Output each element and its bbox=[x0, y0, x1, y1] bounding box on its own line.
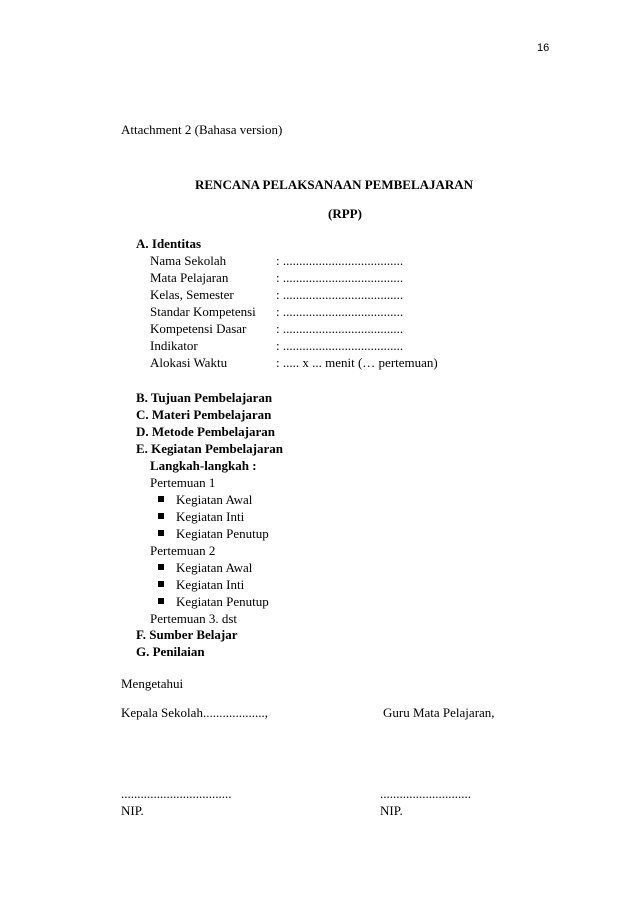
identity-value: : ..................................... bbox=[276, 321, 404, 336]
document-title: RENCANA PELAKSANAAN PEMBELAJARAN bbox=[195, 177, 474, 192]
identity-label: Indikator bbox=[150, 338, 198, 353]
identity-label: Nama Sekolah bbox=[150, 253, 227, 268]
identity-label: Kelas, Semester bbox=[150, 287, 234, 302]
list-item: Kegiatan Inti bbox=[158, 509, 244, 525]
teacher-nip: NIP. bbox=[380, 803, 403, 818]
list-item: Kegiatan Awal bbox=[158, 492, 252, 508]
bullet-square-icon bbox=[158, 598, 164, 604]
identity-value: : ..................................... bbox=[276, 338, 404, 353]
principal-signature-line: .................................. bbox=[121, 786, 232, 801]
bullet-square-icon bbox=[158, 496, 164, 502]
identity-value: : ..................................... bbox=[276, 253, 404, 268]
identity-label: Kompetensi Dasar bbox=[150, 321, 247, 336]
list-item: Kegiatan Inti bbox=[158, 577, 244, 593]
document-subtitle: (RPP) bbox=[328, 206, 362, 221]
page-number: 16 bbox=[537, 42, 550, 54]
attachment-label: Attachment 2 (Bahasa version) bbox=[121, 122, 283, 137]
identity-value: : ..................................... bbox=[276, 304, 404, 319]
teacher-title: Guru Mata Pelajaran, bbox=[383, 705, 495, 720]
steps-heading: Langkah-langkah : bbox=[150, 458, 257, 473]
list-item: Kegiatan Awal bbox=[158, 560, 252, 576]
section-c-heading: C. Materi Pembelajaran bbox=[136, 407, 272, 422]
meeting-3-label: Pertemuan 3. dst bbox=[150, 611, 238, 626]
meeting-1-label: Pertemuan 1 bbox=[150, 475, 216, 490]
identity-value: : ..................................... bbox=[276, 270, 404, 285]
section-f-heading: F. Sumber Belajar bbox=[136, 627, 238, 642]
bullet-square-icon bbox=[158, 530, 164, 536]
identity-value: : ..................................... bbox=[276, 287, 404, 302]
section-e-heading: E. Kegiatan Pembelajaran bbox=[136, 441, 283, 456]
list-item: Kegiatan Penutup bbox=[158, 594, 269, 610]
bullet-square-icon bbox=[158, 513, 164, 519]
section-a-heading: A. Identitas bbox=[136, 236, 202, 251]
identity-label: Mata Pelajaran bbox=[150, 270, 229, 285]
identity-label: Alokasi Waktu bbox=[150, 355, 228, 370]
acknowledged-label: Mengetahui bbox=[121, 676, 184, 691]
identity-label: Standar Kompetensi bbox=[150, 304, 256, 319]
section-b-heading: B. Tujuan Pembelajaran bbox=[136, 390, 273, 405]
principal-nip: NIP. bbox=[121, 803, 144, 818]
section-g-heading: G. Penilaian bbox=[136, 644, 205, 659]
list-item: Kegiatan Penutup bbox=[158, 526, 269, 542]
principal-title: Kepala Sekolah..................., bbox=[121, 705, 268, 720]
identity-value: : ..... x ... menit (… pertemuan) bbox=[276, 355, 438, 370]
section-d-heading: D. Metode Pembelajaran bbox=[136, 424, 275, 439]
bullet-square-icon bbox=[158, 581, 164, 587]
bullet-square-icon bbox=[158, 564, 164, 570]
meeting-2-label: Pertemuan 2 bbox=[150, 543, 216, 558]
teacher-signature-line: ............................ bbox=[380, 786, 471, 801]
